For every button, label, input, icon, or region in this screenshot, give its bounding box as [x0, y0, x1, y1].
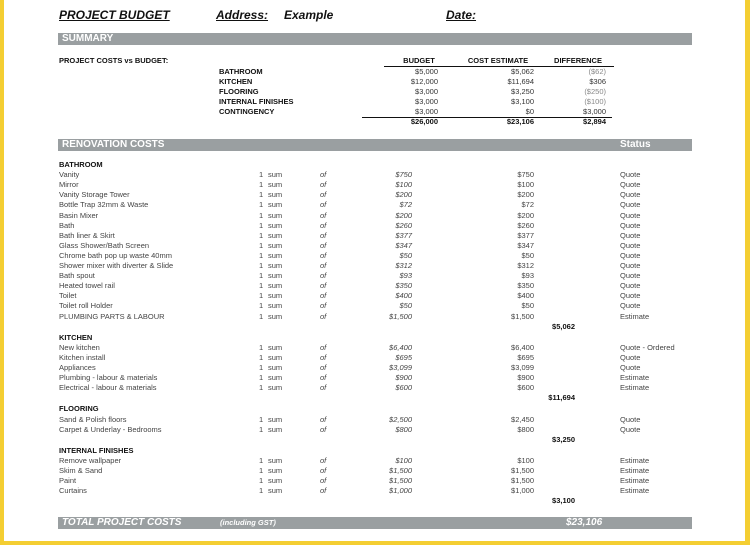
item-unit: sum — [268, 210, 283, 220]
item-unit: sum — [268, 180, 283, 190]
item-description: Mirror — [59, 180, 79, 190]
item-rate: $377 — [395, 230, 412, 240]
table-row — [4, 251, 745, 261]
item-quantity: 1 — [259, 220, 264, 230]
item-of: of — [320, 424, 327, 434]
table-row — [4, 211, 745, 221]
table-row — [4, 271, 745, 281]
item-description: Remove wallpaper — [59, 455, 122, 465]
summary-row-budget: $3,000 — [415, 97, 438, 106]
item-quantity: 1 — [259, 301, 264, 311]
item-unit: sum — [268, 373, 283, 383]
item-quantity: 1 — [259, 342, 264, 352]
item-amount: $1,500 — [511, 311, 534, 321]
item-of: of — [320, 271, 327, 281]
item-unit: sum — [268, 311, 283, 321]
item-quantity: 1 — [259, 363, 264, 372]
summary-row-estimate: $3,250 — [511, 87, 534, 96]
item-status: Estimate — [620, 455, 650, 465]
item-of: of — [320, 486, 327, 496]
summary-row-difference: $306 — [589, 77, 606, 86]
item-unit: sum — [268, 271, 283, 281]
table-row — [4, 281, 745, 291]
item-unit: sum — [268, 455, 283, 465]
item-status: Quote — [620, 281, 641, 291]
summary-col-budget: BUDGET — [403, 56, 435, 65]
item-status: Estimate — [620, 466, 650, 475]
item-unit: sum — [268, 200, 283, 210]
item-description: Glass Shower/Bath Screen — [59, 240, 150, 250]
item-amount: $100 — [517, 455, 534, 465]
summary-row-estimate: $3,100 — [511, 97, 534, 106]
item-rate: $100 — [395, 455, 412, 465]
item-status: Quote — [620, 261, 641, 270]
item-quantity: 1 — [259, 210, 264, 220]
renovation-bar — [58, 139, 692, 151]
item-quantity: 1 — [259, 383, 264, 393]
item-description: Bath liner & Skirt — [59, 230, 115, 240]
item-of: of — [320, 291, 327, 301]
item-description: Carpet & Underlay - Bedrooms — [59, 424, 162, 434]
item-rate: $800 — [395, 424, 412, 434]
item-amount: $2,450 — [511, 414, 534, 424]
item-amount: $347 — [517, 240, 534, 250]
item-amount: $93 — [521, 271, 534, 281]
item-amount: $1,500 — [511, 476, 534, 486]
item-quantity: 1 — [259, 250, 264, 260]
item-of: of — [320, 301, 327, 311]
item-description: Kitchen install — [59, 352, 106, 362]
item-unit: sum — [268, 414, 283, 424]
item-of: of — [320, 383, 327, 393]
table-row — [4, 373, 745, 383]
item-rate: $3,099 — [389, 363, 412, 372]
item-status: Quote — [620, 230, 641, 240]
item-rate: $72 — [399, 200, 412, 210]
item-of: of — [320, 342, 327, 352]
item-rate: $50 — [399, 250, 412, 260]
item-rate: $400 — [395, 291, 412, 301]
section-heading: KITCHEN — [59, 332, 93, 342]
total-value: $23,106 — [566, 517, 603, 528]
summary-total-budget: $26,000 — [410, 117, 438, 126]
table-row — [4, 190, 745, 200]
item-amount: $350 — [517, 281, 534, 291]
item-quantity: 1 — [259, 373, 264, 383]
item-rate: $1,500 — [389, 311, 412, 321]
item-amount: $260 — [517, 220, 534, 230]
table-row — [4, 200, 745, 210]
item-of: of — [320, 230, 327, 240]
summary-row-budget: $12,000 — [410, 77, 438, 86]
item-of: of — [320, 250, 327, 260]
item-of: of — [320, 352, 327, 362]
item-status: Estimate — [620, 311, 650, 321]
item-amount: $100 — [517, 180, 534, 190]
item-status: Quote — [620, 414, 641, 424]
item-status: Quote — [620, 250, 641, 260]
item-status: Estimate — [620, 486, 650, 496]
item-description: Vanity Storage Tower — [59, 190, 130, 200]
item-rate: $900 — [395, 373, 412, 383]
item-status: Quote — [620, 190, 641, 200]
item-of: of — [320, 373, 327, 383]
item-amount: $600 — [517, 383, 534, 393]
table-row — [4, 291, 745, 301]
item-rate: $50 — [399, 301, 412, 311]
item-description: Shower mixer with diverter & Slide — [59, 261, 174, 270]
item-quantity: 1 — [259, 424, 264, 434]
item-rate: $750 — [395, 170, 412, 180]
item-unit: sum — [268, 250, 283, 260]
item-amount: $695 — [517, 352, 534, 362]
item-rate: $347 — [395, 240, 412, 250]
item-rate: $1,500 — [389, 466, 412, 475]
item-quantity: 1 — [259, 476, 264, 486]
item-of: of — [320, 200, 327, 210]
item-description: Bath spout — [59, 271, 95, 281]
item-status: Estimate — [620, 373, 650, 383]
budget-sheet — [4, 0, 745, 541]
table-row — [4, 415, 745, 425]
summary-bar — [58, 33, 692, 45]
item-quantity: 1 — [259, 281, 264, 291]
item-description: Bath — [59, 220, 75, 230]
item-quantity: 1 — [259, 230, 264, 240]
item-amount: $200 — [517, 190, 534, 200]
summary-total-estimate: $23,106 — [506, 117, 534, 126]
item-unit: sum — [268, 466, 283, 475]
summary-row-label: BATHROOM — [219, 67, 263, 76]
table-row — [4, 180, 745, 190]
item-amount: $50 — [521, 301, 534, 311]
item-status: Quote — [620, 271, 641, 281]
total-label: TOTAL PROJECT COSTS — [62, 517, 182, 528]
page-title: PROJECT BUDGET — [59, 8, 170, 22]
item-of: of — [320, 170, 327, 180]
item-unit: sum — [268, 291, 283, 301]
item-description: Vanity — [59, 170, 80, 180]
address-value: Example — [284, 8, 334, 22]
item-unit: sum — [268, 383, 283, 393]
item-rate: $600 — [395, 383, 412, 393]
table-row — [4, 301, 745, 311]
section-subtotal: $3,100 — [552, 496, 575, 506]
section-heading: INTERNAL FINISHES — [59, 445, 134, 455]
item-unit: sum — [268, 486, 283, 496]
item-description: Appliances — [59, 363, 96, 372]
item-amount: $750 — [517, 170, 534, 180]
item-status: Quote — [620, 180, 641, 190]
item-of: of — [320, 466, 327, 475]
table-row — [4, 486, 745, 496]
item-unit: sum — [268, 190, 283, 200]
item-status: Quote — [620, 210, 641, 220]
item-of: of — [320, 261, 327, 270]
item-rate: $260 — [395, 220, 412, 230]
summary-row-difference: ($100) — [584, 97, 606, 106]
item-amount: $72 — [521, 200, 534, 210]
summary-row-label: INTERNAL FINISHES — [219, 97, 294, 106]
item-amount: $312 — [517, 261, 534, 270]
item-amount: $377 — [517, 230, 534, 240]
item-description: Sand & Polish floors — [59, 414, 127, 424]
section-subtotal: $5,062 — [552, 321, 575, 331]
date-label: Date: — [446, 8, 477, 22]
table-row — [4, 241, 745, 251]
item-description: Curtains — [59, 486, 87, 496]
table-row — [4, 343, 745, 353]
item-status: Estimate — [620, 383, 650, 393]
summary-row-label: FLOORING — [219, 87, 259, 96]
item-rate: $1,500 — [389, 476, 412, 486]
item-description: Basin Mixer — [59, 210, 99, 220]
table-row — [4, 231, 745, 241]
item-status: Quote — [620, 200, 641, 210]
summary-row-difference: ($250) — [584, 87, 606, 96]
table-row — [4, 383, 745, 393]
table-row — [4, 425, 745, 435]
item-quantity: 1 — [259, 271, 264, 281]
table-row — [4, 261, 745, 271]
item-status: Quote — [620, 220, 641, 230]
item-unit: sum — [268, 363, 283, 372]
item-amount: $200 — [517, 210, 534, 220]
item-quantity: 1 — [259, 311, 264, 321]
item-unit: sum — [268, 220, 283, 230]
summary-row-budget: $5,000 — [415, 67, 438, 76]
summary-row-label: CONTINGENCY — [219, 107, 275, 116]
item-of: of — [320, 220, 327, 230]
table-row — [4, 466, 745, 476]
item-of: of — [320, 311, 327, 321]
summary-row-estimate: $0 — [525, 107, 534, 116]
summary-total-difference: $2,894 — [583, 117, 606, 126]
item-unit: sum — [268, 352, 283, 362]
item-status: Quote — [620, 363, 641, 372]
status-column-label: Status — [620, 139, 651, 150]
section-subtotal: $3,250 — [552, 434, 575, 444]
item-amount: $900 — [517, 373, 534, 383]
table-row — [4, 221, 745, 231]
renovation-bar-label: RENOVATION COSTS — [62, 139, 165, 150]
section-heading: BATHROOM — [59, 160, 103, 169]
item-rate: $100 — [395, 180, 412, 190]
item-rate: $350 — [395, 281, 412, 291]
item-unit: sum — [268, 281, 283, 291]
total-note: (including GST) — [220, 518, 276, 527]
item-unit: sum — [268, 240, 283, 250]
item-rate: $312 — [395, 261, 412, 270]
item-quantity: 1 — [259, 455, 264, 465]
total-bar — [58, 517, 692, 529]
summary-intro: PROJECT COSTS vs BUDGET: — [59, 56, 169, 65]
item-rate: $2,500 — [389, 414, 412, 424]
item-of: of — [320, 281, 327, 291]
item-description: Plumbing - labour & materials — [59, 373, 158, 383]
summary-row-estimate: $5,062 — [511, 67, 534, 76]
item-of: of — [320, 190, 327, 200]
table-row — [4, 456, 745, 466]
address-label: Address: — [216, 8, 269, 22]
summary-bar-label: SUMMARY — [62, 33, 114, 44]
item-unit: sum — [268, 170, 283, 180]
section-subtotal: $11,694 — [548, 393, 575, 403]
item-quantity: 1 — [259, 414, 264, 424]
section-heading: FLOORING — [59, 404, 99, 414]
item-of: of — [320, 363, 327, 372]
item-of: of — [320, 240, 327, 250]
item-quantity: 1 — [259, 291, 264, 301]
item-description: New kitchen — [59, 342, 100, 352]
item-amount: $1,500 — [511, 466, 534, 475]
item-status: Estimate — [620, 476, 650, 486]
table-row — [4, 312, 745, 322]
item-status: Quote — [620, 170, 641, 180]
item-rate: $695 — [395, 352, 412, 362]
item-amount: $1,000 — [511, 486, 534, 496]
table-row — [4, 363, 745, 373]
item-description: Toilet — [59, 291, 77, 301]
item-of: of — [320, 210, 327, 220]
item-quantity: 1 — [259, 486, 264, 496]
item-quantity: 1 — [259, 200, 264, 210]
item-amount: $3,099 — [511, 363, 534, 372]
item-quantity: 1 — [259, 190, 264, 200]
item-quantity: 1 — [259, 180, 264, 190]
item-description: Toilet roll Holder — [59, 301, 113, 311]
item-unit: sum — [268, 342, 283, 352]
item-status: Quote — [620, 352, 641, 362]
item-description: Bottle Trap 32mm & Waste — [59, 200, 149, 210]
item-status: Quote — [620, 301, 641, 311]
item-status: Quote — [620, 240, 641, 250]
item-description: Electrical - labour & materials — [59, 383, 157, 393]
item-rate: $200 — [395, 210, 412, 220]
item-of: of — [320, 455, 327, 465]
item-amount: $6,400 — [511, 342, 534, 352]
summary-row-difference: $3,000 — [583, 107, 606, 116]
summary-row-budget: $3,000 — [415, 107, 438, 116]
item-description: Paint — [59, 476, 77, 486]
item-unit: sum — [268, 230, 283, 240]
item-status: Quote — [620, 424, 641, 434]
table-row — [4, 353, 745, 363]
item-quantity: 1 — [259, 352, 264, 362]
item-status: Quote - Ordered — [620, 342, 675, 352]
summary-row-budget: $3,000 — [415, 87, 438, 96]
item-rate: $6,400 — [389, 342, 412, 352]
item-quantity: 1 — [259, 466, 264, 475]
item-description: Chrome bath pop up waste 40mm — [59, 250, 172, 260]
item-amount: $400 — [517, 291, 534, 301]
item-status: Quote — [620, 291, 641, 301]
item-quantity: 1 — [259, 170, 264, 180]
item-unit: sum — [268, 301, 283, 311]
item-quantity: 1 — [259, 261, 264, 270]
summary-col-estimate: COST ESTIMATE — [467, 56, 529, 65]
item-description: Heated towel rail — [59, 281, 115, 291]
item-amount: $50 — [521, 250, 534, 260]
summary-row-estimate: $11,694 — [507, 77, 534, 86]
summary-row-difference: ($62) — [588, 67, 606, 76]
summary-col-difference: DIFFERENCE — [554, 56, 602, 65]
table-row — [4, 170, 745, 180]
item-description: Skim & Sand — [59, 466, 103, 475]
item-unit: sum — [268, 476, 283, 486]
item-unit: sum — [268, 261, 283, 270]
item-description: PLUMBING PARTS & LABOUR — [59, 311, 165, 321]
item-amount: $800 — [517, 424, 534, 434]
item-of: of — [320, 414, 327, 424]
item-rate: $200 — [395, 190, 412, 200]
item-rate: $93 — [399, 271, 412, 281]
item-unit: sum — [268, 424, 283, 434]
summary-row-label: KITCHEN — [219, 77, 253, 86]
table-row — [4, 476, 745, 486]
item-of: of — [320, 476, 327, 486]
item-rate: $1,000 — [389, 486, 412, 496]
item-quantity: 1 — [259, 240, 264, 250]
item-of: of — [320, 180, 327, 190]
